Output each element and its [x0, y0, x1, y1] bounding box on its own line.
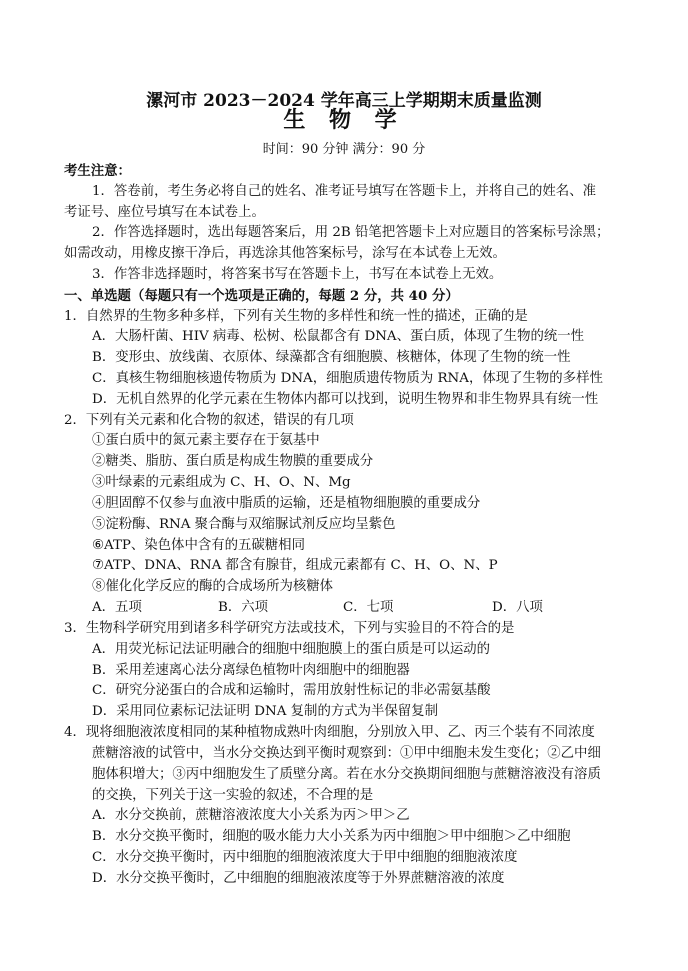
question-stem: 1．自然界的生物多种多样，下列有关生物的多样性和统一性的描述，正确的是 — [64, 309, 528, 324]
option-c: C．水分交换平衡时，丙中细胞的细胞液浓度大于甲中细胞的细胞液浓度 — [92, 850, 518, 865]
notice-line: 2．作答选择题时，选出每题答案后，用 2B 铅笔把答题卡上对应题目的答案标号涂黑； — [92, 225, 610, 240]
question-stem-cont: 胞体积增大；③丙中细胞发生了质壁分离。若在水分交换期间细胞与蔗糖溶液没有溶质 — [92, 767, 601, 782]
option-a: A．大肠杆菌、HIV 病毒、松树、松鼠都含有 DNA、蛋白质，体现了生物的统一性 — [92, 329, 585, 344]
option-b: B．采用差速离心法分离绿色植物叶肉细胞中的细胞器 — [92, 663, 410, 678]
option-a: A．五项 — [92, 600, 142, 615]
notice-heading: 考生注意： — [64, 163, 131, 179]
question-stem: 3．生物科学研究用到诸多科学研究方法或技术，下列与实验目的不符合的是 — [64, 621, 515, 636]
statement-item: ⑤淀粉酶、RNA 聚合酶与双缩脲试剂反应均呈紫色 — [92, 517, 396, 532]
option-a: A．用荧光标记法证明融合的细胞中细胞膜上的蛋白质是可以运动的 — [92, 642, 490, 657]
option-d: D．水分交换平衡时，乙中细胞的细胞液浓度等于外界蔗糖溶液的浓度 — [92, 871, 505, 886]
notice-line: 如需改动，用橡皮擦干净后，再选涂其他答案标号，涂写在本试卷上无效。 — [64, 246, 506, 261]
notice-line: 3．作答非选择题时，将答案书写在答题卡上，书写在本试卷上无效。 — [92, 267, 503, 282]
subject-title: 生 物 学 — [283, 107, 405, 133]
notice-line: 1．答卷前，考生务必将自己的姓名、准考证号填写在答题卡上，并将自己的姓名、准 — [92, 184, 596, 199]
statement-item: ③叶绿素的元素组成为 C、H、O、N、Mg — [92, 475, 351, 490]
option-b: B．六项 — [218, 600, 269, 615]
exam-meta: 时间：90 分钟 满分：90 分 — [262, 142, 426, 157]
option-d: D．采用同位素标记法证明 DNA 复制的方式为半保留复制 — [92, 704, 438, 719]
statement-item: ⑦ATP、DNA、RNA 都含有腺苷，组成元素都有 C、H、O、N、P — [92, 558, 498, 573]
statement-item: ②糖类、脂肪、蛋白质是构成生物膜的重要成分 — [92, 454, 374, 469]
option-d: D．无机自然界的化学元素在生物体内都可以找到，说明生物界和非生物界具有统一性 — [92, 392, 599, 407]
option-c: C．研究分泌蛋白的合成和运输时，需用放射性标记的非必需氨基酸 — [92, 683, 491, 698]
question-stem-cont: 蔗糖溶液的试管中，当水分交换达到平衡时观察到：①甲中细胞未发生变化；②乙中细 — [92, 746, 601, 761]
option-b: B．水分交换平衡时，细胞的吸水能力大小关系为丙中细胞＞甲中细胞＞乙中细胞 — [92, 829, 571, 844]
option-c: C．七项 — [343, 600, 394, 615]
section-heading: 一、单选题（每题只有一个选项是正确的，每题 2 分，共 40 分） — [64, 288, 459, 304]
question-stem: 4．现将细胞液浓度相同的某种植物成熟叶肉细胞，分别放入甲、乙、丙三个装有不同浓度 — [64, 725, 595, 740]
question-stem: 2．下列有关元素和化合物的叙述，错误的有几项 — [64, 413, 354, 428]
option-d: D．八项 — [492, 600, 543, 615]
option-a: A．水分交换前，蔗糖溶液浓度大小关系为丙＞甲＞乙 — [92, 808, 410, 823]
statement-item: ⑧催化化学反应的酶的合成场所为核糖体 — [92, 579, 334, 594]
statement-item: ⑥ATP、染色体中含有的五碳糖相同 — [92, 538, 305, 553]
option-c: C．真核生物细胞核遗传物质为 DNA，细胞质遗传物质为 RNA，体现了生物的多样性 — [92, 371, 603, 386]
option-b: B．变形虫、放线菌、衣原体、绿藻都含有细胞膜、核糖体，体现了生物的统一性 — [92, 350, 571, 365]
statement-item: ④胆固醇不仅参与血液中脂质的运输，还是植物细胞膜的重要成分 — [92, 496, 481, 511]
exam-title: 漯河市 2023－2024 学年高三上学期期末质量监测 — [146, 91, 542, 111]
statement-item: ①蛋白质中的氮元素主要存在于氨基中 — [92, 433, 320, 448]
notice-line: 考证号、座位号填写在本试卷上。 — [64, 205, 265, 220]
question-stem-cont: 的交换，下列关于这一实验的叙述，不合理的是 — [92, 788, 374, 803]
